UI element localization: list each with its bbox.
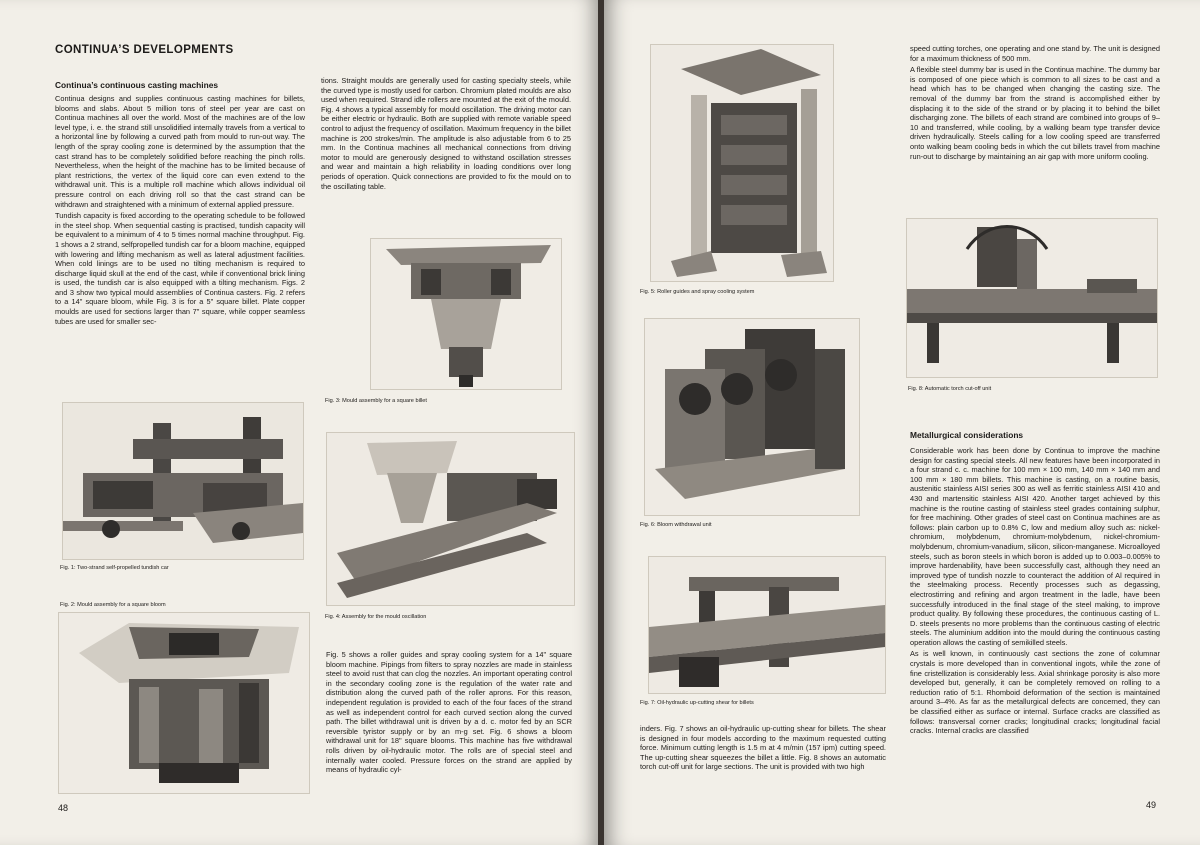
up-cutting-shear-illustration	[649, 557, 885, 693]
paragraph: Considerable work has been done by Continua to improve the machine design for casting special steels. All new features have been incorporated in a four strand c. c. machine for 100 mm × 100 mm, 140 mm × 140 mm and 100 mm × 180 mm billets. This machine is casting, on a routine basis, austenitic stainless AISI series 300 as well as ferritic stainless AISI 410 and 430 and martensitic stainless AISI 420. Another target achieved by this machine is the routine casting of stainless steel grades containing sulphur, for free machining. Other grades of steel cast on Continua machines are as follows: plain carbon up to 0.8% C, low and medium alloy such as: nickel-chromium, molybdenum, chromium-molybdenum, nickel-chromium-molybdenum, chromium-vanadium, silicon, silicon-manganese. Microalloyed steels, such as boron steels in which boron is added up to 0.003–0.005% to improve hardenability, have been successfully cast, although they need an improved type of tundish nozzle to counteract the addition of Al required in the steelmaking process. Recently processes such as degassing, electrostirring and refining and argon treatment in the ladle, have been successfully introduced in the final stage of the steel making, to improve product quality. By following these procedures, the continuous casting of L. D. steels presents no more problems than the continuous casting of electric steels. The aluminium addition into the mould during the continuous casting operation allows the casting of semikilled steels.	[910, 446, 1160, 647]
page-number-left: 48	[58, 803, 69, 813]
figure-4-photo	[326, 432, 575, 606]
page-number-right: 49	[1146, 800, 1157, 810]
left-col1-text	[55, 94, 305, 328]
left-col2-bottom-text: Fig. 5 shows a roller guides and spray cooling system for a 14" square bloom machine. Pipings from filters to spray nozzles are made in stainless steel to avoid rust that can clog the nozzles. An important operating control in the secondary cooling zone is the regulation of the water rate and distribution along the curved path of the roller aprons. For this reason, independent regulation is provided to each of the four faces of the strand as well as independent control for each curved section along the curved path. The billet withdrawal unit is driven by a d. c. motor fed by an SCR reversible tyristor supply or by an m-g set. Fig. 6 shows a bloom withdrawal unit for 18" square blooms. This machine has five withdrawal rolls driven by oil-hydraulic motor. The rolls are of special steel and internally water cooled. Pressure forces on the strand are applied by means of hydraulic cyl-	[326, 650, 572, 775]
bloom-withdrawal-illustration	[645, 319, 859, 515]
right-col2-bottom-text	[910, 446, 1160, 738]
paragraph: A flexible steel dummy bar is used in the Continua machine. The dummy bar is composed of one piece which is common to all sizes to be cast and a head which has to be changed when changing the casting size. The removal of the dummy bar from the strand is accomplished either by displacing it to the side of the strand or by placing it to behind the billet discharging zone. The billets of each strand are combined into groups of 9–10 and transferred, while cooling, by a walking beam type transfer device driven hydraulically. Steels calling for a low cooling speed are transferred onto walking beam cooling beds in which the cut billets travel from machine run-out to discharge by maintaining an air gap with more uniform cooling.	[910, 65, 1160, 161]
figure-8-photo	[906, 218, 1158, 378]
mould-oscillation-illustration	[327, 433, 574, 605]
roller-guides-illustration	[651, 45, 833, 281]
bloom-mould-illustration	[59, 613, 309, 793]
right-page	[604, 0, 1200, 845]
figure-3-caption: Fig. 3: Mould assembly for a square billet	[325, 398, 427, 404]
figure-5-photo	[650, 44, 834, 282]
figure-5-caption: Fig. 5: Roller guides and spray cooling system	[640, 289, 755, 295]
figure-8-caption: Fig. 8: Automatic torch cut-off unit	[908, 386, 992, 392]
paragraph: Tundish capacity is fixed according to the operating schedule to be followed in the steel shop. When sequential casting is practised, tundish capacity will be equivalent to a minimum of 4 to 5 times normal machine throughput. Fig. 1 shows a 2 strand, selfpropelled tundish car for a bloom machine, equipped with lowering and lifting mechanism as well as lateral adjustment facilities. When cold linings are to be used no tilting mechanism is required to discharge liquid skull at the end of the cast, while if conventional brick lining is used, the tundish car is also equipped with a tilting mechanism. Figs. 2 and 3 show two typical mould assemblies of Continua casters. Fig. 2 refers to a 14" square bloom, while Fig. 3 is for a 5" square billet. Plate copper moulds are used for sections larger than 7" square, while copper seamless tubes are used for smaller sec-	[55, 211, 305, 326]
figure-7-caption: Fig. 7: Oil-hydraulic up-cutting shear for billets	[640, 700, 754, 706]
torch-cutoff-illustration	[907, 219, 1157, 377]
figure-2-photo	[58, 612, 310, 794]
section-title: Continua’s continuous casting machines	[55, 80, 219, 90]
figure-6-caption: Fig. 6: Bloom withdrawal unit	[640, 522, 712, 528]
figure-2-caption: Fig. 2: Mould assembly for a square bloom	[60, 602, 166, 608]
tundish-car-illustration	[63, 403, 303, 559]
figure-7-photo	[648, 556, 886, 694]
figure-4-caption: Fig. 4: Assembly for the mould oscillation	[325, 614, 427, 620]
left-col2-top-text: tions. Straight moulds are generally used for casting specialty steels, while the curved type is mostly used for carbon. Chromium plated moulds are also used when required. Strand idle rollers are mounted at the exit of the mould. Fig. 4 shows a typical assembly for mould oscillation. The driving motor can be either electric or hydraulic. Both are supplied with remote variable speed control to adjust the frequency of oscillation. Maximum frequency in the billet machine is 200 strokes/min. The amplitude is also adjustable from 6 to 25 mm. In the Continua machines all mechanical connections from driving motor to mould are generously designed to withstand oscillation stresses and wear and maintain a high reliability in loading conditions over long periods of operation. Quick connections are provided to fix the mould on to the oscillating table.	[321, 76, 571, 191]
figure-3-photo	[370, 238, 562, 390]
page-header: CONTINUA’S DEVELOPMENTS	[55, 44, 234, 56]
paragraph: As is well known, in continuously cast sections the zone of columnar crystals is more developed than in conventional ingots, while the zone of fine cristellization is considerably less. Axial shrinkage porosity is also more developed but, generally, it can be completely removed on rolling to a reduction ratio of 5:1. Rhomboid deformation of the section is maintained around 3–4%. As far as the metallurgical defects are concerned, they can be classified either as surface or internal. Surface cracks are classified as follows: transversal corner cracks; longitudinal cracks; longitudinal facial cracks. Internal cracks are classified	[910, 649, 1160, 736]
billet-mould-illustration	[371, 239, 561, 389]
figure-1-photo	[62, 402, 304, 560]
metallurgical-section-title: Metallurgical considerations	[910, 430, 1024, 440]
figure-6-photo	[644, 318, 860, 516]
paragraph: Continua designs and supplies continuous casting machines for billets, blooms and slabs. About 5 million tons of steel per year are cast on Continua machines all over the world. Most of the machines are of the low level type, i. e. the strand still unsolidified internally travels from a vertical to a horizontal line by following a curved path from mould to run-out way. The length of the spray cooling zone is determined by the assumption that the cast strand has to be completely solidified before reaching the pinch rolls. Nevertheless, when the height of the machine has to be limited because of plant restrictions, the vertex of the liquid core can even extend to the withdrawal unit. This is a multiple roll machine which allows individual oil pressure control on each driving roll so that the cast strand can be withdrawn and straightened with a minimum of external applied pressure.	[55, 94, 305, 209]
right-col2-top-text	[910, 44, 1160, 163]
paragraph: speed cutting torches, one operating and one stand by. The unit is designed for a maximum thickness of 500 mm.	[910, 44, 1160, 63]
figure-1-caption: Fig. 1: Two-strand self-propelled tundish car	[60, 565, 169, 571]
right-col1-bottom-text: inders. Fig. 7 shows an oil-hydraulic up-cutting shear for billets. The shear is designed in four models according to the maximum requested cutting force. Minimum cutting length is 1.5 m at 4 m/min (157 ipm) cutting speed. The up-cutting shear squeezes the billet a little. Fig. 8 shows an automatic torch cut-off unit for large sections. The unit is provided with two high	[640, 724, 886, 772]
